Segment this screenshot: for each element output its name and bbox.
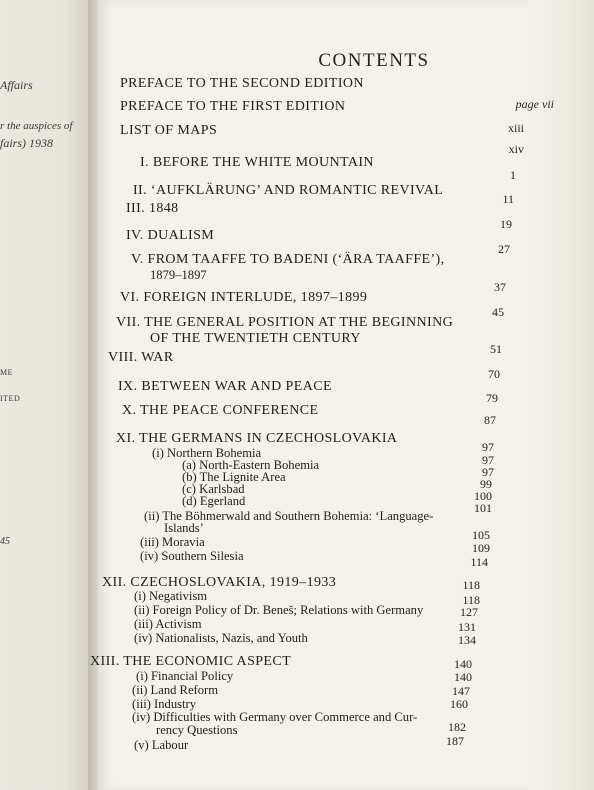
toc-entry-chapter-6: VI. FOREIGN INTERLUDE, 1897–1899: [120, 290, 368, 305]
toc-subentry: (iv) Southern Silesia: [140, 549, 244, 563]
toc-subentry: (i) Negativism: [134, 589, 208, 603]
toc-entry-chapter-2: II. ‘AUFKLÄRUNG’ AND ROMANTIC REVIVAL: [133, 183, 444, 198]
toc-page-number: 160: [450, 697, 468, 711]
toc-subentry: (a) North-Eastern Bohemia: [182, 458, 320, 472]
toc-page-number: 87: [484, 413, 496, 427]
toc-subentry: (iv) Nationalists, Nazis, and Youth: [134, 631, 308, 645]
toc-page-number: 100: [474, 489, 492, 503]
toc-page-number: 147: [452, 684, 470, 698]
toc-subentry: (ii) Foreign Policy of Dr. Beneš; Relations with Germany: [134, 603, 424, 617]
left-fragment: ITED: [0, 394, 21, 403]
toc-page-number: xiv: [508, 142, 524, 156]
toc-page-number: 114: [470, 555, 488, 569]
toc-subentry: (i) Northern Bohemia: [152, 446, 262, 460]
left-fragment: Affairs: [0, 78, 33, 92]
toc-page-number: 37: [494, 280, 506, 294]
toc-subentry: (iii) Activism: [134, 617, 202, 631]
toc-entry-chapter-9: IX. BETWEEN WAR AND PEACE: [118, 379, 332, 394]
toc-page-number: 11: [502, 192, 514, 206]
toc-page-number: 97: [482, 440, 494, 454]
toc-entry-chapter-13: XIII. THE ECONOMIC ASPECT: [90, 654, 292, 669]
toc-page-number: 187: [446, 734, 464, 748]
toc-page-number: 140: [454, 657, 472, 671]
left-fragment: ME: [0, 368, 13, 377]
toc-page-number: 99: [480, 477, 492, 491]
toc-page-number: page vii: [515, 97, 554, 111]
toc-subentry: (d) Egerland: [182, 494, 246, 508]
toc-page-number: 1: [510, 168, 516, 182]
toc-page-number: 118: [462, 593, 480, 607]
toc-subentry: (i) Financial Policy: [136, 669, 234, 683]
toc-entry-chapter-7: VII. THE GENERAL POSITION AT THE BEGINNING: [116, 315, 454, 330]
toc-subentry: (b) The Lignite Area: [182, 470, 286, 484]
toc-page-number: 140: [454, 670, 472, 684]
toc-page-number: 118: [462, 578, 480, 592]
toc-page-number: 51: [490, 342, 502, 356]
toc-entry-chapter-11: XI. THE GERMANS IN CZECHOSLOVAKIA: [116, 431, 398, 446]
toc-page-number: 127: [460, 605, 478, 619]
toc-page-number: 97: [482, 465, 494, 479]
toc-entry-chapter-3: III. 1848: [126, 201, 179, 216]
toc-entry-chapter-12: XII. CZECHOSLOVAKIA, 1919–1933: [102, 575, 337, 590]
toc-entry-list-of-maps: LIST OF MAPS: [120, 123, 218, 138]
toc-page-number: 101: [474, 501, 492, 515]
toc-entry-chapter-4: IV. DUALISM: [126, 228, 215, 243]
toc-page-number: 19: [500, 217, 512, 231]
toc-subentry: (ii) The Böhmerwald and Southern Bohemia: ‘Language-: [144, 509, 434, 523]
left-fragment: r the auspices of: [0, 120, 73, 132]
toc-page-number: 79: [486, 391, 498, 405]
toc-page-number: 109: [472, 541, 490, 555]
toc-page-number: 134: [458, 633, 476, 647]
left-page: [0, 0, 92, 790]
toc-entry-chapter-7-cont: OF THE TWENTIETH CENTURY: [150, 331, 361, 346]
page-edge-shade: [528, 0, 594, 790]
toc-page-number: 97: [482, 453, 494, 467]
toc-page-number: xiii: [507, 121, 524, 135]
toc-page-number: 131: [458, 620, 476, 634]
toc-entry-preface-first: PREFACE TO THE FIRST EDITION: [120, 99, 346, 114]
toc-subentry-cont: rency Questions: [156, 723, 238, 737]
toc-entry-chapter-10: X. THE PEACE CONFERENCE: [122, 403, 319, 418]
toc-subentry: (c) Karlsbad: [182, 482, 245, 496]
contents-page: [90, 0, 594, 790]
toc-page-number: 45: [492, 305, 504, 319]
toc-subentry: (iv) Difficulties with Germany over Commerce and Cur-: [132, 710, 418, 724]
toc-subentry: (v) Labour: [134, 738, 189, 752]
toc-subentry: (iii) Moravia: [140, 535, 205, 549]
toc-page-number: 27: [498, 242, 510, 256]
toc-entry-chapter-5: V. FROM TAAFFE TO BADENI (‘ÄRA TAAFFE’),: [131, 252, 445, 267]
toc-page-number: 105: [472, 528, 490, 542]
toc-page-number: 70: [488, 367, 500, 381]
toc-subentry-cont: Islands’: [164, 521, 204, 535]
toc-entry-preface-second: PREFACE TO THE SECOND EDITION: [120, 76, 364, 91]
toc-subentry: (iii) Industry: [132, 697, 197, 711]
toc-page-number: 182: [448, 720, 466, 734]
left-fragment: 45: [0, 536, 10, 547]
toc-entry-chapter-5-cont: 1879–1897: [150, 268, 207, 282]
left-fragment: fairs) 1938: [0, 136, 54, 150]
toc-subentry: (ii) Land Reform: [132, 683, 219, 697]
toc-entry-chapter-8: VIII. WAR: [108, 350, 174, 365]
toc-entry-chapter-1: I. BEFORE THE WHITE MOUNTAIN: [140, 155, 374, 170]
page-title: CONTENTS: [318, 50, 430, 71]
